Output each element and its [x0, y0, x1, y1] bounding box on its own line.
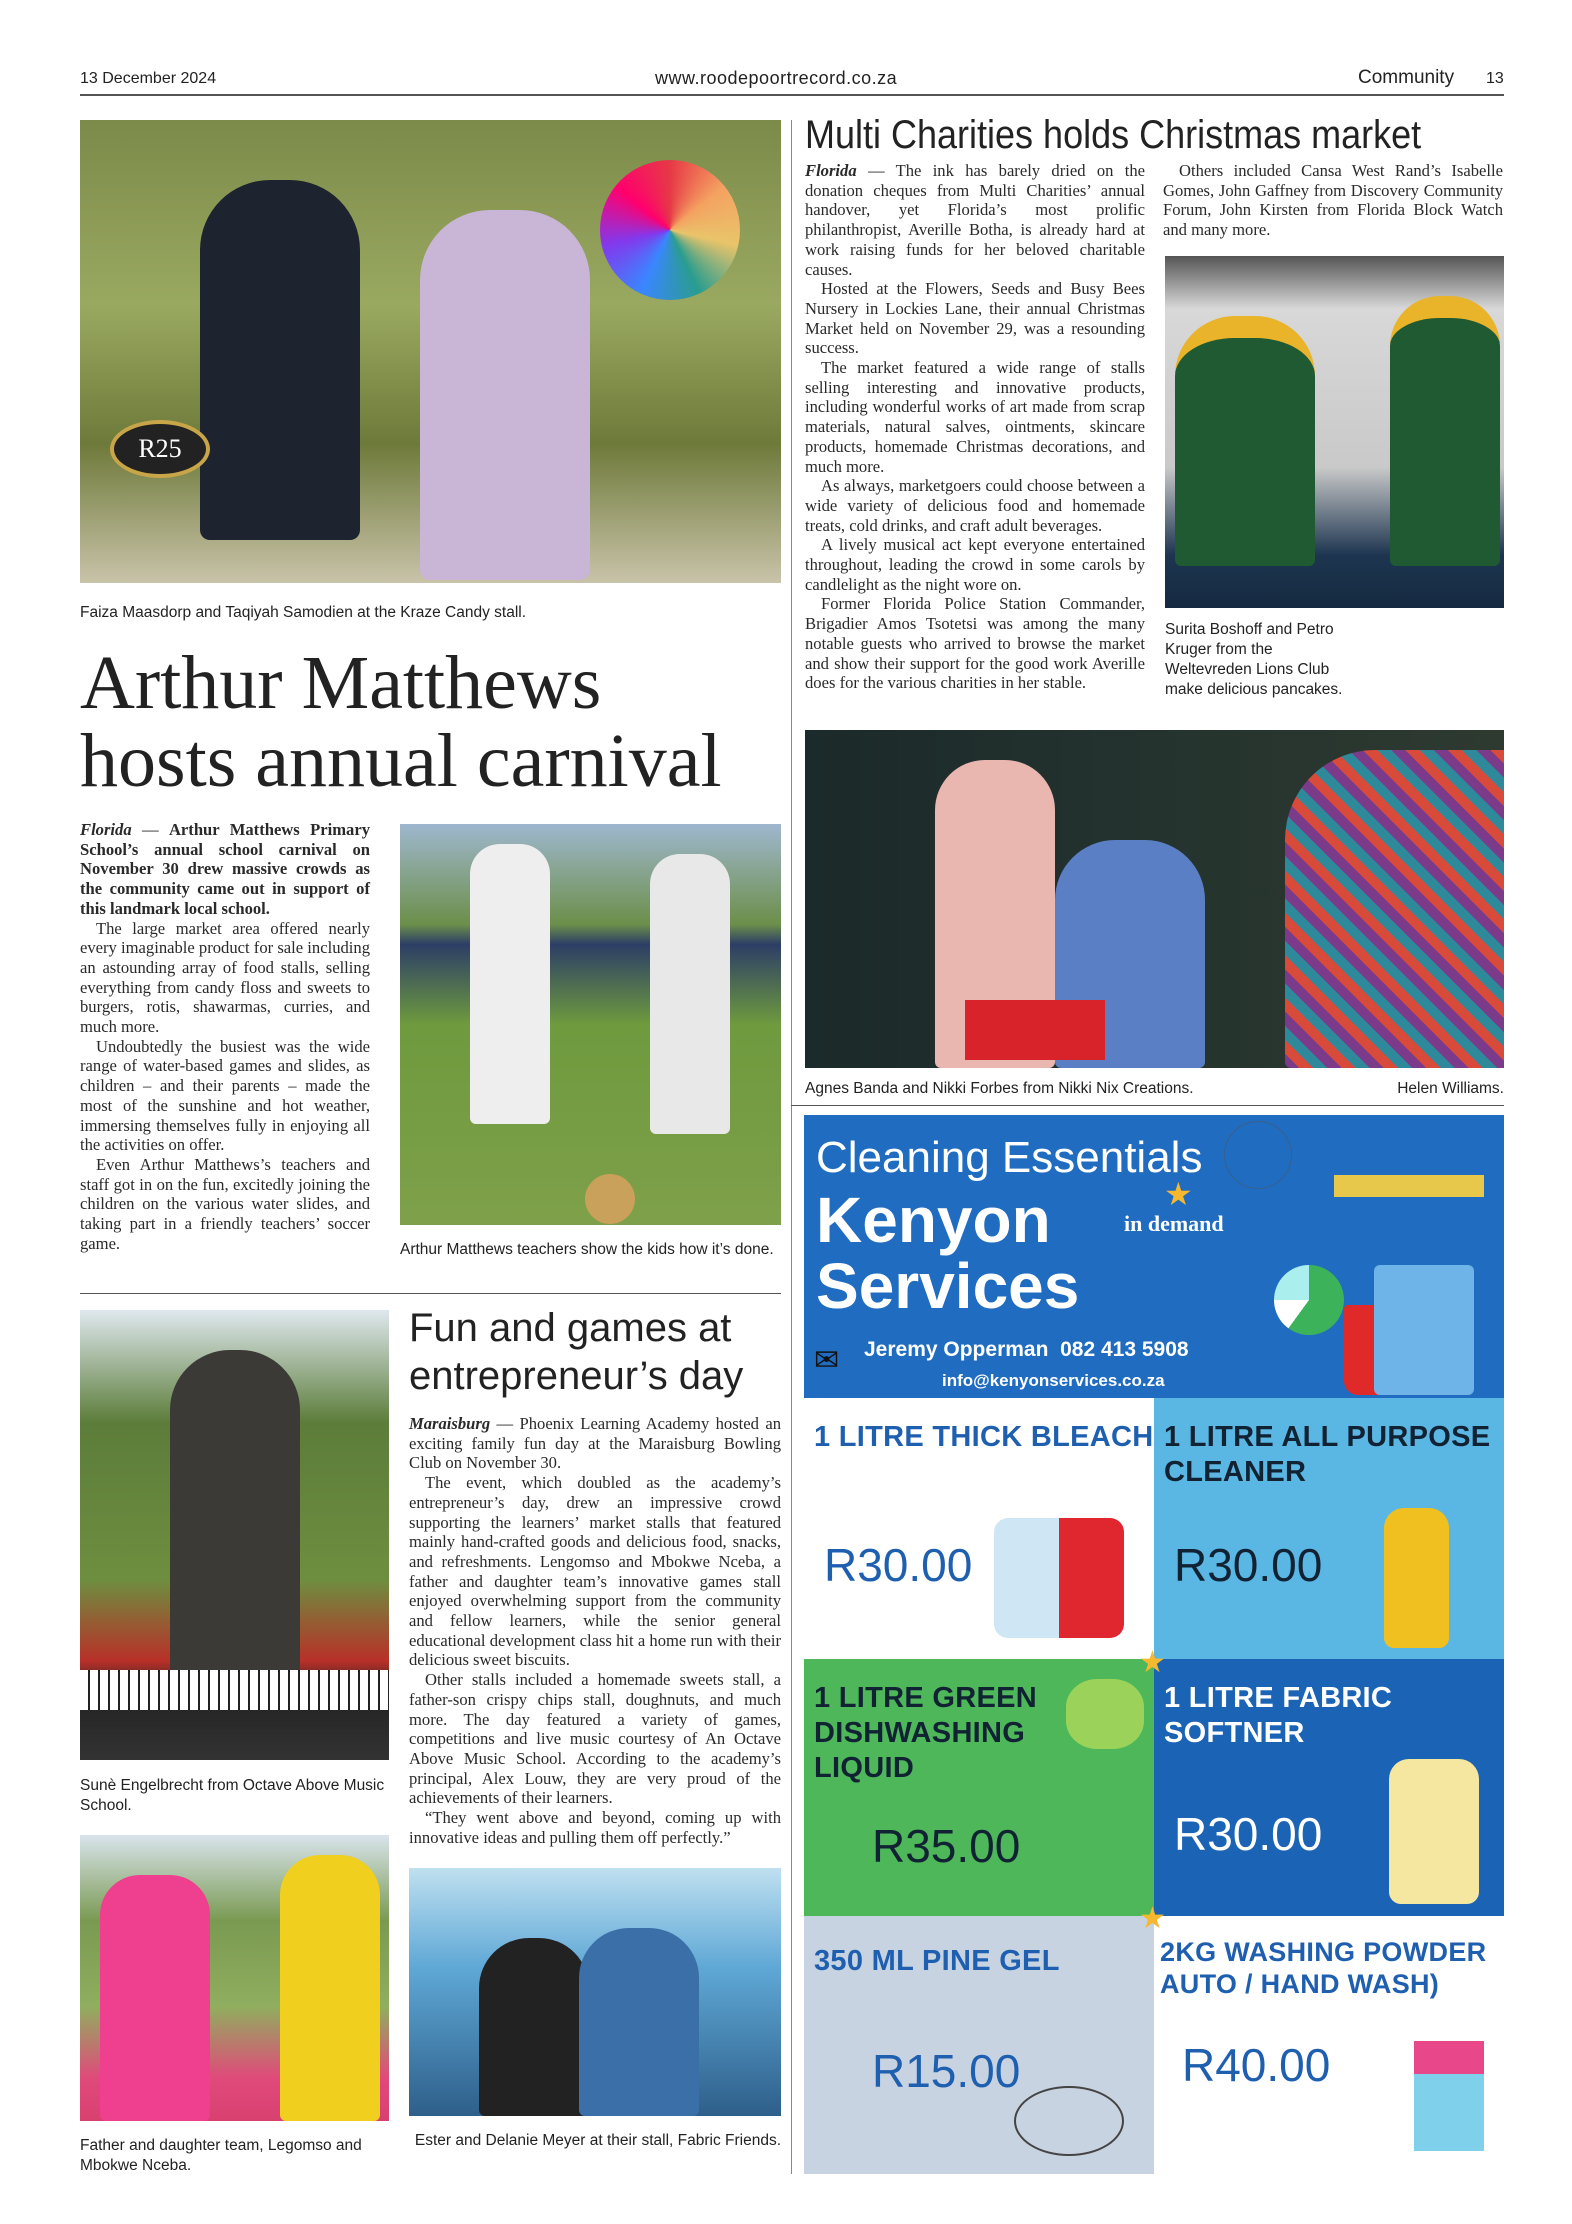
- photo-lions-club: [1165, 256, 1504, 608]
- ad-brand: [816, 1184, 1080, 1322]
- caption-candy: Faiza Maasdorp and Taqiyah Samodien at the Kraze Candy stall.: [80, 604, 527, 621]
- product-name: 1 LITRE GREEN DISHWASHING LIQUID: [814, 1682, 1038, 1784]
- issue-date: 13 December 2024: [80, 70, 217, 87]
- article-charities: [805, 161, 1145, 693]
- headline-line: Fun and games at: [409, 1306, 732, 1350]
- product-name: 2KG WASHING POWDER AUTO / HAND WASH): [1160, 1937, 1487, 1999]
- paragraph: The market featured a wide range of stalls selling interesting and innovative products, including wonderful works of art made from scrap materials, natural salves, ointments, skincare products, homemade Christmas decorations, and much more.: [805, 358, 1145, 476]
- paragraph: As always, marketgoers could choose between a wide variety of delicious food and homemade treats, cold drinks, and craft adult beverages.: [805, 476, 1145, 535]
- headline-line: Arthur Matthews: [80, 644, 602, 725]
- product-price: R15.00: [872, 2045, 1021, 2097]
- person-figure: [200, 180, 360, 540]
- gift-box: [965, 1000, 1105, 1060]
- person-figure: [1285, 750, 1504, 1068]
- paragraph: The large market area offered nearly every imaginable product for sale including an astounding array of food stalls, selling everything from candy floss and sweets to burgers, rotis, shawarmas, curries, and much more.: [80, 918, 370, 1037]
- photo-father-daughter: [80, 1835, 389, 2121]
- person-figure: [470, 844, 550, 1124]
- person-figure: [280, 1855, 380, 2121]
- product-price: R30.00: [1174, 1808, 1323, 1860]
- paragraph: Others included Cansa West Rand’s Isabelle Gomes, John Gaffney from Discovery Community Forum, John Kirsten from Florida Block Watch and many more.: [1163, 161, 1503, 240]
- person-figure: [650, 854, 730, 1134]
- paragraph: Undoubtedly the busiest was the wide range of water-based games and slides, as children – and their parents – made the most of the sunshine and hot weather, immersing themselves fully in enjoying all the activities on offer.: [80, 1036, 370, 1155]
- column-divider: [791, 120, 792, 2174]
- caption-meyer: Ester and Delanie Meyer at their stall, Fabric Friends.: [414, 2132, 781, 2149]
- product-pine-gel: [804, 1916, 1154, 2174]
- section-name: Community: [1358, 67, 1455, 88]
- softner-bottle-icon: [1389, 1759, 1479, 1904]
- paragraph: A lively musical act kept everyone entertained throughout, leading the crowd in some carols by candlelight as the night wore on.: [805, 535, 1145, 594]
- brand-line: Kenyon: [816, 1184, 1051, 1256]
- product-name: 1 LITRE ALL PURPOSE CLEANER: [1164, 1421, 1491, 1488]
- caption-sune: Sunè Engelbrecht from Octave Above Music School.: [80, 1777, 385, 1814]
- phone-mail-icon: ✉: [814, 1344, 840, 1377]
- paragraph: Even Arthur Matthews’s teachers and staff got in on the fun, excitedly joining the children on the various water slides, and taking part in a friendly teachers’ soccer game.: [80, 1154, 370, 1253]
- product-price: R35.00: [872, 1820, 1021, 1872]
- person-figure: [170, 1350, 300, 1680]
- photo-fabric-friends: [409, 1868, 781, 2116]
- star-icon: ★: [1139, 1902, 1166, 1935]
- photo-keyboard-player: [80, 1310, 389, 1760]
- ad-tagline: in demand: [1124, 1211, 1224, 1236]
- ad-headline: Cleaning Essentials: [816, 1133, 1203, 1182]
- dash: —: [131, 820, 169, 839]
- headline-line: hosts annual carnival: [80, 719, 722, 800]
- price-sign: R25: [110, 420, 210, 478]
- article-carnival: [80, 820, 370, 1253]
- person-figure: [100, 1875, 210, 2121]
- paragraph: Former Florida Police Station Commander, Brigadier Amos Tsotetsi was among the many notable guests who arrived to browse the market and show their support for the good work Averille does for the various charities in her stable.: [805, 594, 1145, 693]
- photo-teachers-soccer: [400, 824, 781, 1225]
- product-price: R30.00: [824, 1539, 973, 1591]
- paragraph: Other stalls included a homemade sweets stall, a father-son crispy chips stall, doughnuts, and much more. The day featured a variety of games, competitions and live music courtesy of An Octave Above Music School. According to the academy’s principal, Alex Louw, they are very proud of the achievements of their learners.: [409, 1670, 781, 1808]
- dateline: Florida: [80, 820, 132, 839]
- photo-candy-stall: [80, 120, 781, 583]
- paragraph: The ink has barely dried on the donation cheques from Multi Charities’ annual handover, yet Florida’s most prolific philanthropist, Averille Botha, is already hard at work raising funds for her beloved charitable causes.: [805, 161, 1146, 279]
- lead-paragraph: Arthur Matthews Primary School’s annual school carnival on November 30 drew massive crowds as the community came out in support of this landmark local school.: [80, 820, 370, 918]
- contact-name: Jeremy Opperman: [864, 1338, 1049, 1361]
- caption-teachers: Arthur Matthews teachers show the kids how it’s done.: [400, 1241, 774, 1258]
- contact-email[interactable]: info@kenyonservices.co.za: [942, 1371, 1165, 1390]
- keyboard-instrument: [80, 1670, 389, 1710]
- star-icon: ★: [1164, 1176, 1193, 1212]
- person-figure: [479, 1938, 589, 2116]
- person-figure: [579, 1928, 699, 2116]
- caption-helen: Helen Williams.: [1397, 1080, 1504, 1097]
- cleaning-supplies-illustration: [1264, 1175, 1494, 1395]
- page-number: 13: [1486, 70, 1504, 87]
- photo-nikki-nix-helen: [805, 730, 1504, 1068]
- bleach-bottle-icon: [994, 1518, 1124, 1638]
- product-softner: [1154, 1659, 1504, 1916]
- gel-tub-icon: [1014, 2086, 1124, 2156]
- caption-nceba: Father and daughter team, Legomso and Mbokwe Nceba.: [80, 2137, 362, 2174]
- kenyon-advert: [804, 1115, 1504, 2174]
- dash: —: [490, 1414, 520, 1433]
- paper-fan-decoration: [600, 160, 740, 300]
- caption-lions: Surita Boshoff and Petro Kruger from the Weltevreden Lions Club make delicious pancakes.: [1165, 621, 1343, 698]
- soccer-ball: [585, 1174, 635, 1224]
- person-figure: [1175, 316, 1315, 566]
- dateline: Florida: [805, 161, 857, 180]
- powder-box-icon: [1414, 2041, 1484, 2151]
- person-figure: [1390, 296, 1500, 566]
- dash: —: [856, 161, 896, 180]
- sponge-hand-icon: [1066, 1679, 1144, 1749]
- header-rule: [80, 94, 1504, 96]
- section-rule: [791, 1105, 1504, 1106]
- product-name: 350 ML PINE GEL: [814, 1945, 1060, 1977]
- spray-bottle-icon: [1384, 1508, 1449, 1648]
- paragraph: Hosted at the Flowers, Seeds and Busy Bees Nursery in Lockies Lane, their annual Christmas Market held on November 29, was a resounding success.: [805, 279, 1145, 358]
- product-cleaner: [1154, 1398, 1504, 1659]
- paragraph: Phoenix Learning Academy hosted an exciting family fun day at the Maraisburg Bowling Club on November 30.: [409, 1414, 782, 1473]
- product-bleach: [804, 1398, 1154, 1659]
- paragraph: “They went above and beyond, coming up with innovative ideas and pulling them off perfectly.”: [409, 1808, 781, 1847]
- product-washing-powder: [1154, 1916, 1504, 2174]
- ad-contact: [864, 1338, 1189, 1362]
- article-charities-col2: [1163, 161, 1503, 240]
- product-name: 1 LITRE THICK BLEACH: [814, 1421, 1154, 1453]
- headline-carnival: [80, 644, 781, 800]
- caption-nikki: Agnes Banda and Nikki Forbes from Nikki Nix Creations.: [805, 1080, 1194, 1097]
- brand-line: Services: [816, 1250, 1080, 1322]
- paragraph: The event, which doubled as the academy’s entrepreneur’s day, drew an impressive crowd supporting the learners’ market stalls that featured mainly hand-crafted goods and delicious food, snacks, and refreshments. Lengomso and Mbokwe Nceba, a father and daughter team’s innovative games stall enjoyed overwhelming support from the community and fellow learners, while the senior general educational development class hit a home run with their delicious sweet biscuits.: [409, 1473, 781, 1670]
- dateline: Maraisburg: [409, 1414, 491, 1433]
- headline-entrepreneur: [409, 1304, 781, 1400]
- headline-charities: Multi Charities holds Christmas market: [805, 113, 1422, 157]
- contact-phone[interactable]: 082 413 5908: [1060, 1338, 1189, 1361]
- website-url[interactable]: www.roodepoortrecord.co.za: [655, 68, 898, 88]
- article-entrepreneur: [409, 1414, 781, 1847]
- headline-line: entrepreneur’s day: [409, 1354, 744, 1398]
- ad-banner: [804, 1115, 1504, 1398]
- product-price: R40.00: [1182, 2039, 1331, 2091]
- product-dishwashing: [804, 1659, 1154, 1916]
- section-rule: [80, 1293, 781, 1294]
- product-name: 1 LITRE FABRIC SOFTNER: [1164, 1682, 1393, 1749]
- product-price: R30.00: [1174, 1539, 1323, 1591]
- star-icon: ★: [1139, 1646, 1166, 1679]
- person-figure: [420, 210, 590, 580]
